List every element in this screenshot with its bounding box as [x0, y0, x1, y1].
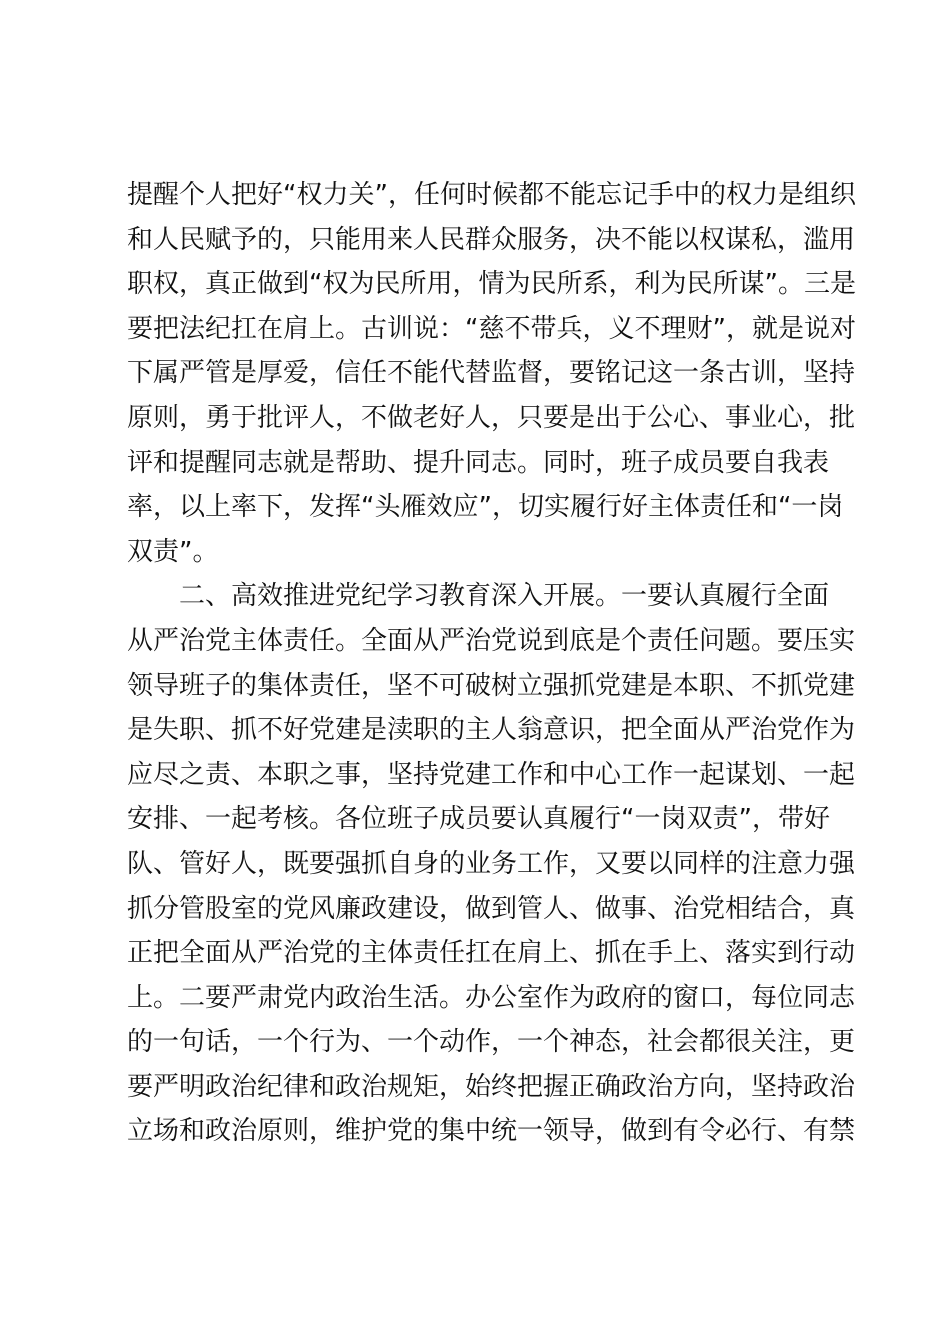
- text-line: 安排、一起考核。各位班子成员要认真履行“一岗双责”，带好: [127, 804, 830, 835]
- text-line: 原则，勇于批评人，不做老好人，只要是出于公心、事业心，批: [127, 402, 856, 433]
- text-line: 正把全面从严治党的主体责任扛在肩上、抓在手上、落实到行动: [127, 938, 856, 969]
- text-line: 和人民赋予的，只能用来人民群众服务，决不能以权谋私，滥用: [127, 224, 856, 255]
- text-line: 的一句话，一个行为、一个动作，一个神态，社会都很关注，更: [127, 1027, 856, 1058]
- text-line: 抓分管股室的党风廉政建设，做到管人、做事、治党相结合，真: [127, 893, 856, 924]
- text-line: 职权，真正做到“权为民所用，情为民所系，利为民所谋”。三是: [127, 269, 856, 300]
- text-line: 领导班子的集体责任，坚不可破树立强抓党建是本职、不抓党建: [127, 670, 856, 701]
- text-line: 要严明政治纪律和政治规矩，始终把握正确政治方向，坚持政治: [127, 1071, 856, 1102]
- text-line: 率，以上率下，发挥“头雁效应”，切实履行好主体责任和“一岗: [127, 492, 844, 523]
- text-line: 立场和政治原则，维护党的集中统一领导，做到有令必行、有禁: [127, 1116, 856, 1147]
- body-text: [127, 173, 856, 1154]
- text-line: 应尽之责、本职之事，坚持党建工作和中心工作一起谋划、一起: [127, 759, 856, 790]
- text-line: 是失职、抓不好党建是渎职的主人翁意识，把全面从严治党作为: [127, 715, 856, 746]
- text-line: 双责”。: [127, 536, 219, 567]
- text-line: 要把法纪扛在肩上。古训说：“慈不带兵，义不理财”，就是说对: [127, 313, 856, 344]
- text-line: 评和提醒同志就是帮助、提升同志。同时，班子成员要自我表: [127, 447, 830, 478]
- paragraph-start-line: 二、高效推进党纪学习教育深入开展。一要认真履行全面: [179, 581, 830, 612]
- text-line: 上。二要严肃党内政治生活。办公室作为政府的窗口，每位同志: [127, 982, 856, 1013]
- text-line: 队、管好人，既要强抓自身的业务工作，又要以同样的注意力强: [127, 848, 856, 879]
- text-line: 提醒个人把好“权力关”，任何时候都不能忘记手中的权力是组织: [127, 180, 856, 210]
- text-line: 从严治党主体责任。全面从严治党说到底是个责任问题。要压实: [127, 625, 856, 656]
- text-line: 下属严管是厚爱，信任不能代替监督，要铭记这一条古训，坚持: [127, 358, 856, 389]
